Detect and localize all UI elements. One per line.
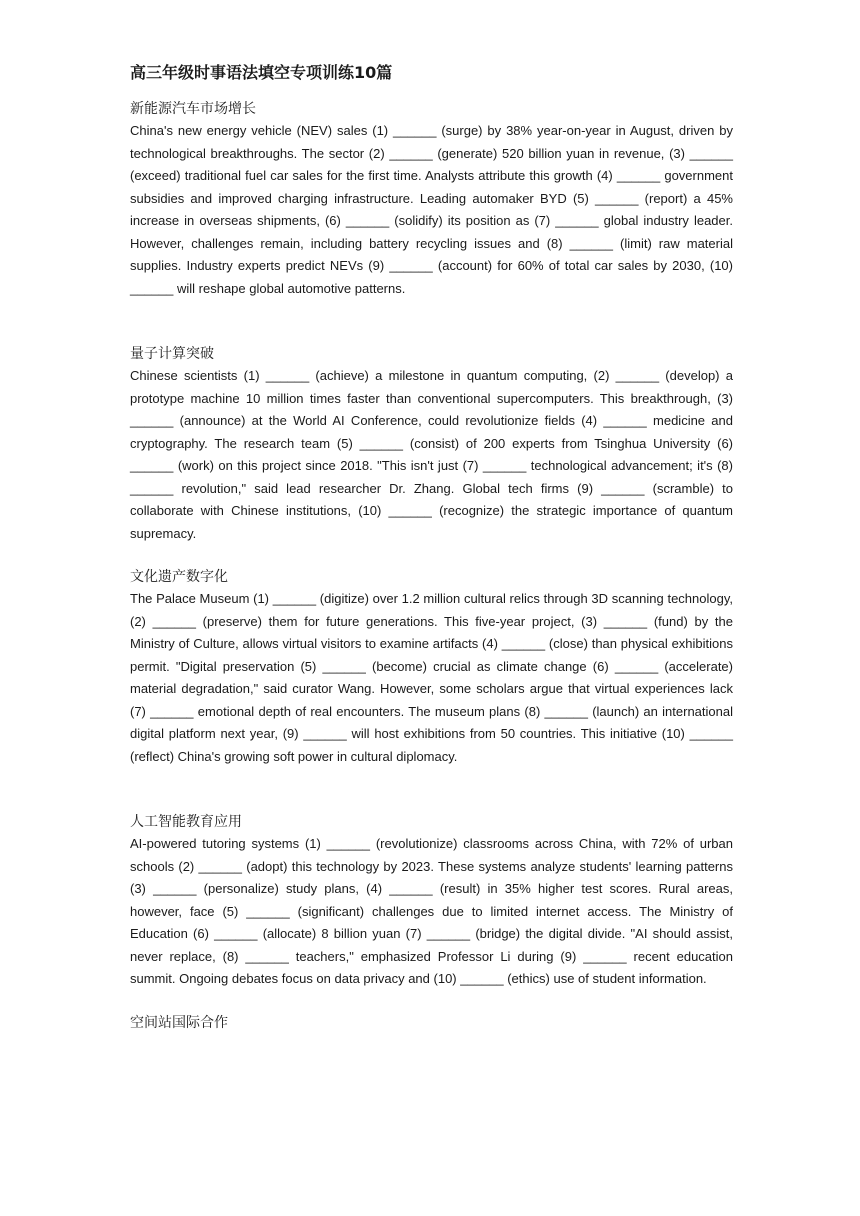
section-spacer <box>130 768 733 811</box>
section-passage: China's new energy vehicle (NEV) sales (1) ______ (surge) by 38% year-on-year in August, driven by technological breakthroughs. The sector (2) ______ (generate) 520 billion yuan in revenue, (3) ______ (exceed) traditional fuel car sales for the first time. Analysts attribute this growth (4) ______ government subsidies and improved charging infrastructure. Leading automaker BYD (5) ______ (report) a 45% increase in overseas shipments, (6) ______ (solidify) its position as (7) ______ global industry leader. However, challenges remain, including battery recycling issues and (8) ______ (limit) raw material supplies. Industry experts predict NEVs (9) ______ (account) for 60% of total car sales by 2030, (10) ______ will reshape global automotive patterns. <box>130 123 733 296</box>
document-page <box>130 62 733 1034</box>
section-heading: 人工智能教育应用 <box>130 814 242 830</box>
section-passage: Chinese scientists (1) ______ (achieve) a milestone in quantum computing, (2) ______ (develop) a prototype machine 10 million times faster than conventional supercomputers. This breakthrough, (3) ______ (announce) at the World AI Conference, could revolutionize fields (4) ______ medicine and cryptography. The research team (5) ______ (consist) of 200 experts from Tsinghua University (6) ______ (work) on this project since 2018. "This isn't just (7) ______ technological advancement; it's (8) ______ revolution," said lead researcher Dr. Zhang. Global tech firms (9) ______ (scramble) to collaborate with Chinese institutions, (10) ______ (recognize) the strategic importance of quantum supremacy. <box>130 368 733 541</box>
section-heading: 量子计算突破 <box>130 346 214 362</box>
section-heading: 新能源汽车市场增长 <box>130 101 256 117</box>
section-ai-education <box>130 811 733 991</box>
section-heading: 空间站国际合作 <box>130 1014 228 1031</box>
document-title: 高三年级时事语法填空专项训练10篇 <box>130 63 393 82</box>
section-space-station <box>130 1012 733 1034</box>
section-spacer <box>130 545 733 566</box>
section-spacer <box>130 300 733 343</box>
section-nev-market <box>130 98 733 300</box>
section-spacer <box>130 991 733 1012</box>
section-heading: 文化遗产数字化 <box>130 569 228 585</box>
section-passage: AI-powered tutoring systems (1) ______ (revolutionize) classrooms across China, with 72% of urban schools (2) ______ (adopt) this technology by 2023. These systems analyze students' learning patterns (3) ______ (personalize) study plans, (4) ______ (result) in 35% higher test scores. Rural areas, however, face (5) ______ (significant) challenges due to limited internet access. The Ministry of Education (6) ______ (allocate) 8 billion yuan (7) ______ (bridge) the digital divide. "AI should assist, never replace, (8) ______ teachers," emphasized Professor Li during (9) ______ recent education summit. Ongoing debates focus on data privacy and (10) ______ (ethics) use of student information. <box>130 836 733 986</box>
section-cultural-heritage <box>130 566 733 768</box>
section-passage: The Palace Museum (1) ______ (digitize) over 1.2 million cultural relics through 3D scanning technology, (2) ______ (preserve) them for future generations. This five-year project, (3) ______ (fund) by the Ministry of Culture, allows virtual visitors to examine artifacts (4) ______ (close) than physical exhibitions permit. "Digital preservation (5) ______ (become) crucial as climate change (6) ______ (accelerate) material degradation," said curator Wang. However, some scholars argue that virtual experiences lack (7) ______ emotional depth of real encounters. The museum plans (8) ______ (launch) an international digital platform next year, (9) ______ will host exhibitions from 50 countries. This initiative (10) ______ (reflect) China's growing soft power in cultural diplomacy. <box>130 591 733 764</box>
section-quantum-computing <box>130 343 733 545</box>
